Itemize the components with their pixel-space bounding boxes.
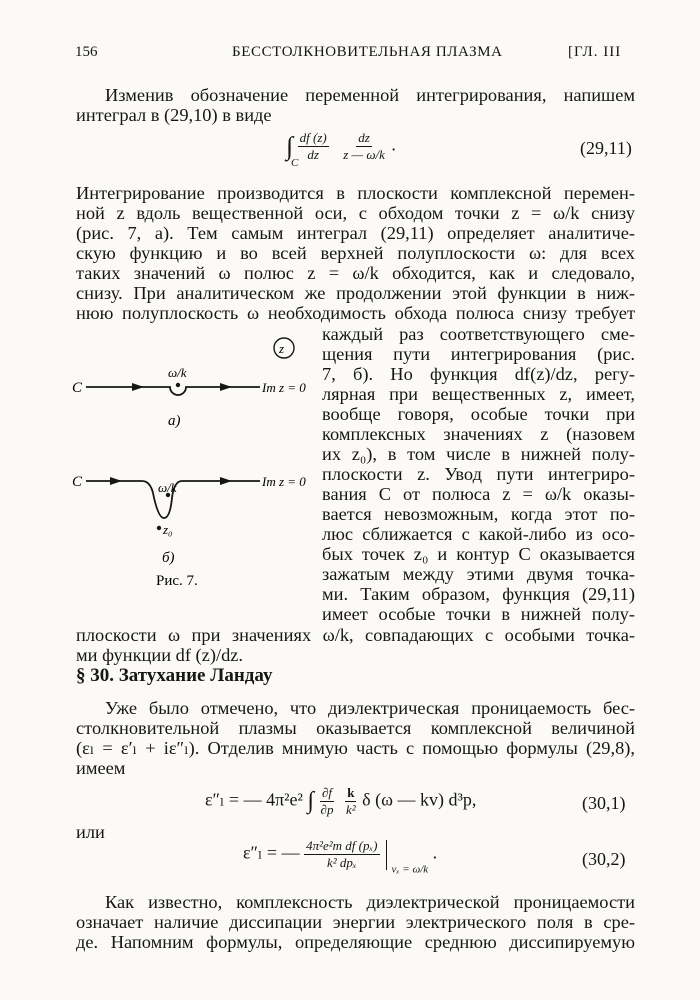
fig-b-arrow-left (110, 477, 122, 485)
fraction-30-2: $\frac{\text{4π²e²m df (pₓ)}}{\text{k² dpₓ}}$ (306, 838, 378, 870)
fig-a-pole-point (176, 383, 180, 387)
para3-line: Как известно, комплексность диэлектрической проницаемости (105, 892, 635, 912)
para1-line: (рис. 7, а). Тем самым интеграл (29,11) определяет аналитиче- (76, 223, 635, 243)
wrap-line: вания C от полюса z = ω/k оказы- (322, 484, 635, 504)
para2-line: Уже было отмечено, что диэлектрическая проницаемость бес- (105, 698, 635, 718)
contour-subscript: C (291, 157, 299, 169)
equation-number-30-1: (30,1) (582, 793, 626, 813)
intro-line-1: Изменив обозначение переменной интегрирования, напишем (105, 85, 635, 105)
figure-7 (70, 328, 320, 590)
wrap-line: люс сближается с какой-либо из осо- (322, 524, 635, 544)
equation-number-29-11: (29,11) (580, 138, 632, 158)
integral-sign: ∫ (307, 788, 315, 814)
wrap-line: бых точек z₀ и контур C оказывается (322, 544, 635, 564)
para2-line: (εₗ = ε′ₗ + iε″ₗ). Отделив мнимую часть с помощью формулы (29,8), (76, 738, 635, 758)
evaluation-bar (386, 840, 387, 870)
equation-29-11: ∫ $\frac{df (z)}{dz}$ $\frac{dz}{z — \omega/k}$ . (286, 130, 396, 162)
fig-a-contour-label: C (72, 380, 83, 396)
intro-line-2: интеграл в (29,10) в виде (76, 105, 272, 125)
fig-b-pole-label: ω/k (158, 480, 177, 495)
wrap-line: плоскости z. Увод пути интегриро- (322, 464, 635, 484)
para1-line: снизу. При аналитическом же продолжении этой функции в ниж- (76, 283, 635, 303)
para1-line: нюю полуплоскость ω необходимость обхода полюса снизу требует (76, 303, 635, 323)
para1-line: таких значений ω полюс z = ω/k обходится, как и следовало, (76, 263, 635, 283)
fig-b-arrow-right (220, 477, 232, 485)
wrap-line: щения пути интегрирования (рис. (322, 344, 635, 364)
equation-30-2: ε″ₗ = — $\frac{\text{4π²e²m df (pₓ)}}{\text{k² dpₓ}}$ $_{v_x = \omega/k}$ . (243, 838, 438, 876)
page-number: 156 (75, 44, 98, 60)
para2-line: столкновительной плазмы оказывается комплексной величиной (76, 718, 635, 738)
fig-b-singular-point (157, 526, 161, 530)
para1-end-line: плоскости ω при значениях ω/k, совпадающих с особыми точка- (76, 625, 635, 645)
fraction-dz-pole: $\frac{dz}{z — \omega/k}$ (343, 130, 385, 162)
section-heading: § 30. Затухание Ландау (76, 665, 273, 686)
fig-b-singular-label: z₀ (163, 522, 173, 537)
fraction-partial: $\frac{\partial f}{\partial p}$ (320, 785, 334, 817)
para1-line: ной z вдоль вещественной оси, с обходом точки z = ω/k снизу (76, 203, 635, 223)
para1-line: скую функцию и во всей верхней полуплоскости ω: для всех (76, 243, 635, 263)
fig-b-axis-label: Im z = 0 (262, 474, 306, 489)
evaluation-subscript: vₓ = ω/k (391, 863, 429, 876)
fraction-k: $\frac{k}{\text{k²}}$ (345, 785, 356, 817)
equation-30-1: ε″ₗ = — 4π²e² ∫ $\frac{\partial f}{\partial p}$ $\frac{k}{\text{k²}}$ δ (ω — kv) d³p, (205, 785, 477, 817)
fig-a-contour-path (86, 387, 260, 395)
fig-a-arrow-right (220, 383, 232, 391)
wrap-line: вается невозможным, когда этот по- (322, 504, 635, 524)
equation-number-30-2: (30,2) (582, 849, 626, 869)
wrap-line: комплексных значениях z (назовем (322, 424, 635, 444)
para3-line: означает наличие диссипации энергии электрического поля в сре- (76, 912, 635, 932)
wrap-line: каждый раз соответствующего сме- (322, 324, 635, 344)
figure-caption: Рис. 7. (156, 573, 198, 589)
or-word: или (76, 822, 105, 842)
fig-b-label: б) (162, 550, 175, 566)
running-title: БЕССТОЛКНОВИТЕЛЬНАЯ ПЛАЗМА (232, 44, 503, 60)
fig-a-axis-label: Im z = 0 (262, 380, 306, 395)
fig-a-label: а) (168, 413, 181, 429)
chapter-label: [ГЛ. III (568, 44, 622, 60)
z-plane-label: z (279, 341, 285, 356)
fig-a-arrow-left (132, 383, 144, 391)
fig-b-contour-label: C (72, 474, 83, 490)
para1-line: Интегрирование производится в плоскости комплексной перемен- (76, 183, 635, 203)
wrap-line: вообще говоря, особые точки при (322, 404, 635, 424)
wrap-line: лярная при вещественных z, имеет, (322, 384, 635, 404)
wrap-line: 7, б). Но функция df(z)/dz, регу- (322, 364, 635, 384)
fraction-df-dz: $\frac{df (z)}{dz}$ (299, 130, 327, 162)
wrap-line: их z₀), в том числе в нижней полу- (322, 444, 635, 464)
para1-end-line: ми функции df (z)/dz. (76, 645, 244, 665)
wrap-line: ми. Таким образом, функция (29,11) (322, 584, 635, 604)
fig-a-pole-label: ω/k (168, 365, 187, 380)
wrap-line: имеет особые точки в нижней полу- (322, 604, 635, 624)
wrap-line: зажатым между этими двумя точка- (322, 564, 635, 584)
integral-sign: ∫ (286, 131, 294, 161)
para3-line: де. Напомним формулы, определяющие среднюю диссипируемую (76, 932, 635, 952)
para2-line: имеем (76, 758, 126, 778)
